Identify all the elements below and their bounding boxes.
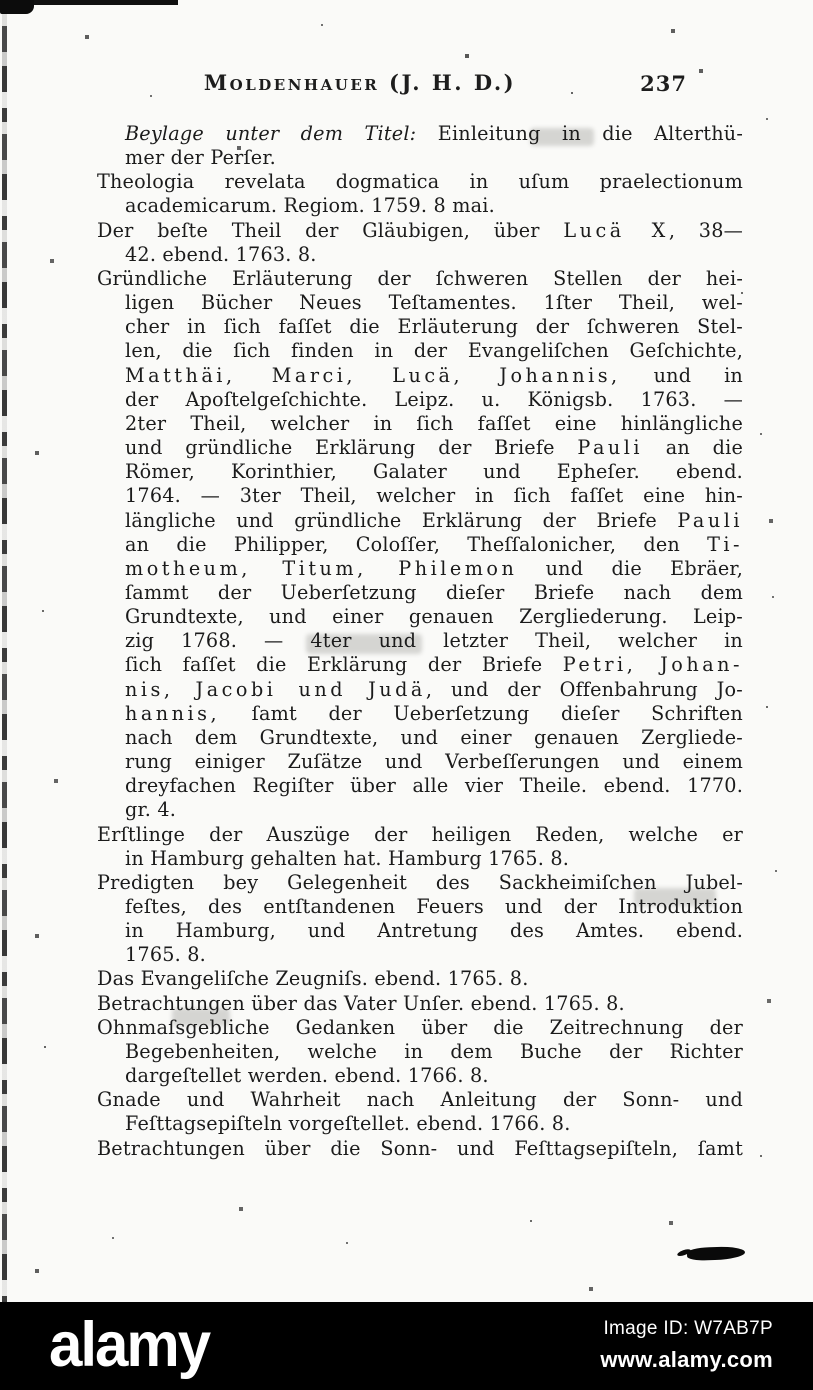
text-line xyxy=(85,243,743,267)
text-line xyxy=(85,1112,743,1136)
text-segment: längliche und gründliche Erklärung der xyxy=(125,508,597,532)
bibliography-text-block xyxy=(85,122,743,1161)
scan-noise-specks xyxy=(0,0,2,2)
text-segment: rung einiger Zuſätze und Verbeſſerungen und einem xyxy=(125,750,743,774)
text-segment: dargeſtellet werden. ebend. 1766. 8. xyxy=(125,1064,489,1088)
text-segment: in Hamburg gehalten hat. Hamburg 1765. 8. xyxy=(125,846,570,870)
text-line xyxy=(85,509,743,533)
text-line xyxy=(85,291,743,315)
text-line xyxy=(85,557,743,581)
text-line xyxy=(85,943,743,967)
letterspaced-text-segment: Pauli xyxy=(677,508,743,532)
text-line xyxy=(85,364,743,388)
text-line xyxy=(85,726,743,750)
text-segment: ligen Bücher Neues Teſtamentes. 1ſter Theil, wel- xyxy=(125,291,743,315)
text-segment: ſamt der Ueberſetzung dieſer Schriften xyxy=(220,701,743,725)
text-line xyxy=(85,533,743,557)
text-segment: 42. ebend. 1763. 8. xyxy=(125,242,317,266)
text-segment: gr. 4. xyxy=(125,798,177,822)
text-line xyxy=(85,629,743,653)
alamy-logo: alamy xyxy=(49,1309,210,1380)
text-segment: Das Evangeliſche Zeugniſs. ebend. 1765. 8. xyxy=(97,967,529,991)
running-header xyxy=(85,70,745,100)
text-segment: Grundtexte, und einer genauen Zergliederung. Leip- xyxy=(125,605,743,629)
text-segment: Predigten bey Gelegenheit des Sackheimiſchen Jubel- xyxy=(97,870,743,894)
text-segment: Erſtlinge der Auszüge der heiligen Reden, welche er xyxy=(97,822,743,846)
text-line xyxy=(85,895,743,919)
text-segment: Gründliche Erläuterung der ſchweren Stellen der hei- xyxy=(97,266,743,290)
text-segment: 1764. — 3ter Theil, welcher in ſich faſſet eine hin- xyxy=(125,484,743,508)
text-segment: cher in ſich faſſet die Erläuterung der ſchweren Stel- xyxy=(125,315,743,339)
text-line xyxy=(85,146,743,170)
text-segment: academicarum. Regiom. 1759. 8 mai. xyxy=(125,194,495,218)
scan-corner-mark xyxy=(0,0,34,14)
page-number: 237 xyxy=(640,71,687,96)
letterspaced-text-segment: motheum, Titum, Philemon xyxy=(125,556,518,580)
text-segment: len, die ſich finden in der Evangeliſchen Geſchichte, xyxy=(125,339,743,363)
text-line xyxy=(85,436,743,460)
text-segment: zig 1768. — 4ter und letzter Theil, welcher in xyxy=(125,629,743,653)
text-line xyxy=(85,798,743,822)
alamy-watermark-bar xyxy=(0,1302,813,1390)
text-segment: ſich faſſet die Erklärung der Briefe xyxy=(125,653,563,677)
image-id-text: Image ID: W7AB7P xyxy=(603,1318,773,1339)
text-segment: nach dem Grundtexte, und einer genauen Zergliede- xyxy=(125,725,743,749)
text-line xyxy=(85,412,743,436)
text-segment: ſammt der Ueberſetzung dieſer Briefe nach dem xyxy=(125,580,743,604)
text-line xyxy=(85,774,743,798)
text-segment: Ohnmaſsgebliche Gedanken über die Zeitrechnung der xyxy=(97,1015,743,1039)
letterspaced-text-segment: Ti- xyxy=(707,532,743,556)
text-line xyxy=(85,194,743,218)
letterspaced-text-segment: nis, Jacobi und Judä xyxy=(125,677,426,701)
letterspaced-text-segment: Matthäi, Marci, Lucä, Johannis, xyxy=(125,363,621,387)
text-line xyxy=(85,122,743,146)
text-line xyxy=(85,581,743,605)
text-segment: dreyfachen Regiſter über alle vier Theile. ebend. 1770. xyxy=(125,774,743,798)
text-segment: Briefe xyxy=(596,508,678,532)
header-author-name: Moldenhauer (J. H. D.) xyxy=(203,70,517,95)
text-line xyxy=(85,967,743,991)
text-line xyxy=(85,678,743,702)
text-segment: in Hamburg, und Antretung des Amtes. ebend. xyxy=(125,919,743,943)
text-segment: der Apoſtelgeſchichte. Leipz. u. Königsb. 1763. — xyxy=(125,387,743,411)
text-segment: Der beſte Theil der Gläubigen, über xyxy=(97,218,564,242)
text-line xyxy=(85,1137,743,1161)
text-segment: Betrachtungen über die Sonn- und Feſttagsepiſteln, ſamt xyxy=(97,1136,743,1160)
text-line xyxy=(85,484,743,508)
text-line xyxy=(85,315,743,339)
text-segment: Theologia revelata dogmatica in uſum praelectionum xyxy=(97,170,743,194)
text-segment: 1765. 8. xyxy=(125,943,206,967)
text-segment: und in xyxy=(620,363,743,387)
text-segment: mer der Perſer. xyxy=(125,146,276,170)
text-line xyxy=(85,1040,743,1064)
text-line xyxy=(85,460,743,484)
text-segment: und die Ebräer, xyxy=(517,556,743,580)
text-line xyxy=(85,267,743,291)
text-line xyxy=(85,219,743,243)
text-line xyxy=(85,992,743,1016)
text-segment: Römer, Korinthier, Galater und Epheſer. ebend. xyxy=(125,460,743,484)
text-segment: und gründliche Erklärung der Briefe xyxy=(125,436,578,460)
text-line xyxy=(85,1088,743,1112)
letterspaced-text-segment: hannis, xyxy=(125,701,221,725)
text-segment: feſtes, des entſtandenen Feuers und der Introduktion xyxy=(125,895,743,918)
text-segment: Betrachtungen über das Vater Unſer. ebend. 1765. 8. xyxy=(97,991,625,1015)
text-line xyxy=(85,339,743,363)
text-segment: Gnade und Wahrheit nach Anleitung der Sonn- und xyxy=(97,1088,743,1112)
text-line xyxy=(85,388,743,412)
text-line xyxy=(85,919,743,943)
text-segment: Begebenheiten, welche in dem Buche der Richter xyxy=(125,1039,743,1063)
text-line xyxy=(85,847,743,871)
alamy-url-text: www.alamy.com xyxy=(600,1347,773,1372)
text-line xyxy=(85,605,743,629)
letterspaced-text-segment: Pauli xyxy=(577,436,644,460)
text-line xyxy=(85,1064,743,1088)
alamy-info xyxy=(600,1318,773,1373)
text-line xyxy=(85,871,743,895)
text-segment: 2ter Theil, welcher in ſich faſſet eine hinlängliche xyxy=(125,411,743,435)
text-segment: an die Philipper, Coloſſer, Theſſalonicher, den xyxy=(125,532,708,556)
scan-gutter-edge xyxy=(2,0,7,1302)
text-line xyxy=(85,702,743,726)
letterspaced-text-segment: Petri, Johan- xyxy=(562,653,743,677)
ink-blot-mark xyxy=(687,1246,745,1261)
text-segment: Einleitung in die Alterthü- xyxy=(416,122,743,145)
text-line xyxy=(85,823,743,847)
text-line xyxy=(85,653,743,677)
text-line xyxy=(85,750,743,774)
text-segment: an die xyxy=(643,436,743,460)
text-line xyxy=(85,170,743,194)
text-segment: Feſttagsepiſteln vorgeſtellet. ebend. 1766. 8. xyxy=(125,1112,571,1136)
text-line xyxy=(85,1016,743,1040)
italic-text-segment: Beylage unter dem Titel: xyxy=(125,122,417,145)
text-segment: , 38— xyxy=(668,218,744,242)
text-segment: , und der Offenbahrung Jo- xyxy=(425,677,743,701)
letterspaced-text-segment: Lucä X xyxy=(563,218,669,242)
